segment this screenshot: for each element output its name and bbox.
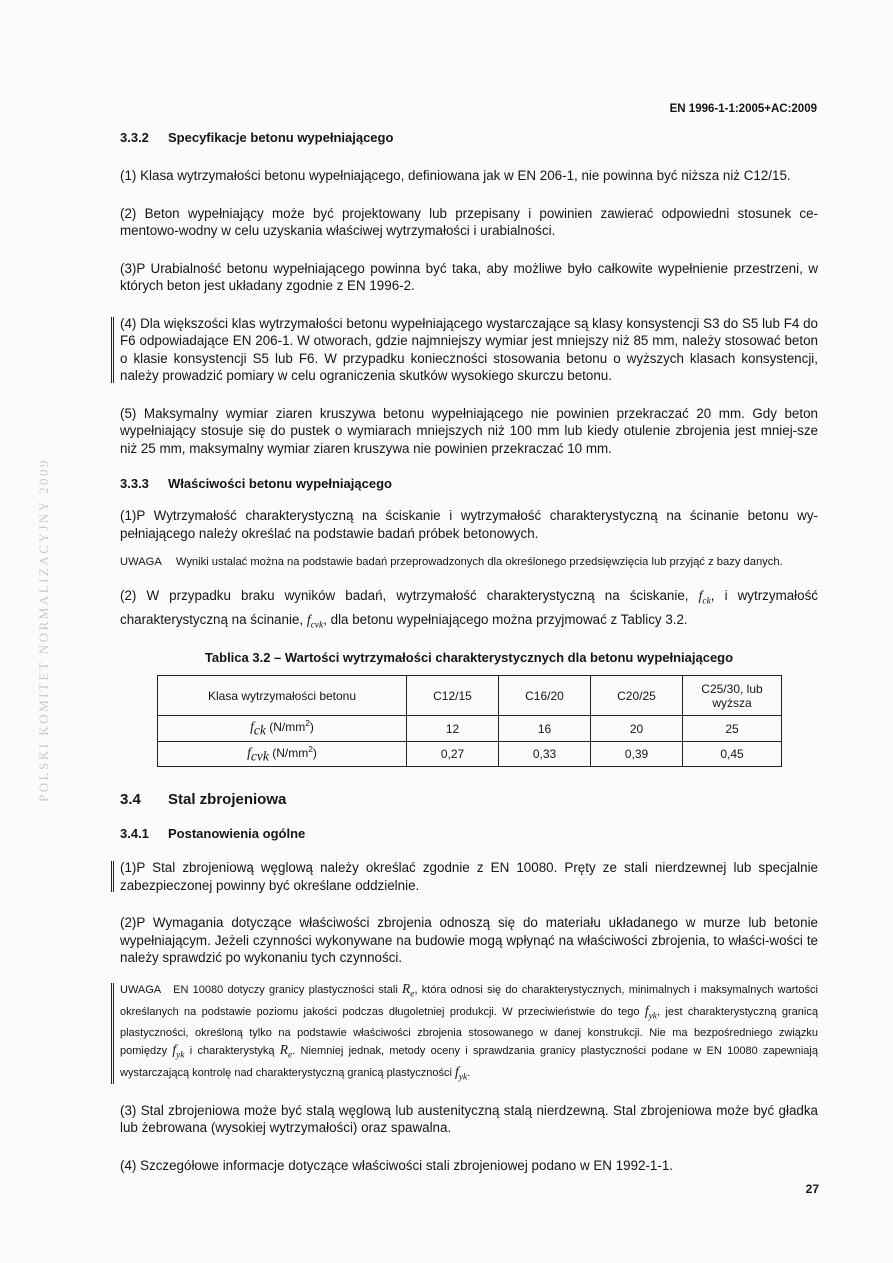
section-title: Właściwości betonu wypełniającego — [168, 476, 392, 491]
table-caption: Tablica 3.2 – Wartości wytrzymałości charakterystycznych dla betonu wypełniającego — [204, 650, 734, 666]
table-class-cell: C25/30, lub wyższa — [683, 676, 782, 716]
paragraph-3-3-2-4: (4) Dla większości klas wytrzymałości betonu wypełniającego wystarczające są klasy konsystencji S3 do S5 lub F4 do F6 odpowiadające EN 206-1. W otworach, gdzie najmniejszy wymiar jest mniejszy niż 85 mm, należy stosować beton o klasie konsystencji S5 lub F6. W przypadku konieczności stosowania betonu o wyższych klasach konsystencji, należy prowadzić pomiary w celu ograniczenia skutków wysokiego skurczu betonu. — [120, 315, 818, 383]
symbol-fck: $f_{ck}$ — [698, 588, 711, 607]
text-run: . Niemniej jednak, metody oceny i sprawdzania granicy plastyczności podane w EN 10080 zapewniają wystarczającą kontrolę nad charakterystyczną granicą plastyczności — [120, 1044, 818, 1079]
table-header-label: Klasa wytrzymałości betonu — [158, 676, 407, 716]
strength-table — [157, 675, 782, 767]
note-label: UWAGA — [120, 556, 162, 568]
text-run: EN 10080 dotyczy granicy plastyczności stali — [173, 983, 398, 996]
section-title: Stal zbrojeniowa — [168, 791, 287, 809]
section-number: 3.4.1 — [120, 826, 149, 842]
page-content — [120, 130, 818, 1174]
symbol-fyk: $f_{yk}$ — [172, 1041, 185, 1061]
section-3-4-heading — [120, 791, 818, 808]
watermark: POLSKI KOMITET NORMALIZACYJNY 2009 — [36, 458, 51, 802]
table-cell: 20 — [591, 716, 683, 741]
page-number: 27 — [805, 1182, 819, 1196]
paragraph-3-3-3-2 — [120, 587, 818, 635]
paragraph-3-3-2-1: (1) Klasa wytrzymałości betonu wypełniającego, definiowana jak w EN 206-1, nie powinna być niższa niż C12/15. — [120, 168, 791, 183]
section-3-3-2-heading — [120, 130, 818, 145]
table-class-cell: C12/15 — [407, 676, 499, 716]
table-class-cell: C16/20 — [499, 676, 591, 716]
text-run: , dla betonu wypełniającego można przyjmować z Tablicy 3.2. — [323, 612, 688, 628]
table-row — [158, 741, 782, 766]
text-run: , i wytrzymałość charakterystyczną na ścinanie, — [120, 588, 818, 628]
table-cell: 12 — [407, 716, 499, 741]
standard-header: EN 1996-1-1:2005+AC:2009 — [669, 103, 817, 115]
paragraph-3-3-2-3: (3)P Urabialność betonu wypełniającego powinna być taka, aby możliwe było całkowite wypełnienie przestrzeni, w których beton jest układany zgodnie z EN 1996-2. — [120, 260, 818, 293]
note-label: UWAGA — [120, 983, 162, 996]
text-run: (2) W przypadku braku wyników badań, wytrzymałość charakterystyczną na ściskanie, — [120, 588, 689, 603]
paragraph-3-3-2-5: (5) Maksymalny wymiar ziaren kruszywa betonu wypełniającego nie powinien przekraczać 20 mm. Gdy beton wypełniający stosuje się do pustek o wymiarach mniejszych niż 100 mm lub kiedy otulenie zbrojenia jest mniej-sze niż 25 mm, maksymalny wymiar ziaren kruszywa nie powinien przekraczać 10 mm. — [120, 405, 818, 456]
symbol-fcvk: $f_{cvk}$ — [306, 612, 324, 631]
symbol-fyk: $f_{yk}$ — [644, 1002, 657, 1022]
paragraph-3-4-1-4: (4) Szczegółowe informacje dotyczące właściwości stali zbrojeniowej podano w EN 1992-1-1. — [120, 1157, 673, 1173]
section-number: 3.4 — [120, 791, 141, 809]
paragraph-3-4-1-3: (3) Stal zbrojeniowa może być stalą węglową lub austenityczną stalą nierdzewną. Stal zbrojeniowa może być gładka lub żebrowana (wysokiej wytrzymałości) oraz spawalna. — [120, 1102, 818, 1136]
table-header-row — [158, 676, 782, 716]
note-text: Wyniki ustalać można na podstawie badań przeprowadzonych dla określonego przedsięwzięcia lub przyjąć z bazy danych. — [175, 556, 783, 568]
table-class-cell: C20/25 — [591, 676, 683, 716]
table-cell: 0,39 — [591, 741, 683, 766]
section-3-4-1-heading — [120, 826, 818, 841]
section-title: Postanowienia ogólne — [168, 826, 306, 842]
table-row — [158, 716, 782, 741]
table-cell: 0,33 — [499, 741, 591, 766]
note-3-3-3 — [120, 554, 818, 571]
note-3-4-1 — [120, 981, 818, 1086]
paragraph-3-3-2-2: (2) Beton wypełniający może być projektowany lub przepisany i powinien zawierać odpowiedni stosunek ce-mentowo-wodny w celu uzyskania właściwej wytrzymałości i urabialności. — [120, 205, 818, 238]
table-cell: 25 — [683, 716, 782, 741]
text-run: i charakterystyką — [189, 1044, 275, 1057]
paragraph-3-3-3-1: (1)P Wytrzymałość charakterystyczną na ściskanie i wytrzymałość charakterystyczną na ścinanie betonu wy-pełniającego należy określać na podstawie badań próbek betonowych. — [120, 508, 818, 541]
table-cell: 16 — [499, 716, 591, 741]
table-cell: 0,45 — [683, 741, 782, 766]
section-number: 3.3.3 — [120, 476, 149, 491]
symbol-re: $R_e$ — [402, 980, 415, 1000]
paragraph-3-4-1-1: (1)P Stal zbrojeniową węglową należy określać zgodnie z EN 10080. Pręty ze stali nierdzewnej lub specjalnie zabezpieczonej powinny być określane oddzielnie. — [120, 860, 818, 893]
text-run: , która odnosi się do charakterystycznych, minimalnych i maksymalnych wartości określanych na podstawie poziomu jakości podczas długoletniej produkcji. W przeciwieństwie do tego — [120, 983, 818, 1018]
section-number: 3.3.2 — [120, 130, 149, 145]
text-run: . — [467, 1066, 471, 1079]
table-cell: 0,27 — [407, 741, 499, 766]
text-run: , jest charakterystyczną granicą plastyczności, określoną tylko na podstawie właściwości zbrojenia stosowanego w danej konstrukcji. Nie ma bezpośredniego związku pomiędzy — [120, 1005, 818, 1057]
symbol-fyk: $f_{yk}$ — [455, 1063, 468, 1083]
section-3-3-3-heading — [120, 476, 818, 491]
section-title: Specyfikacje betonu wypełniającego — [168, 130, 394, 145]
table-row-label: $f_{ck}$ $(N/mm^2)$ — [158, 716, 407, 741]
symbol-re: $R_e$ — [279, 1041, 293, 1061]
paragraph-3-4-1-2: (2)P Wymagania dotyczące właściwości zbrojenia odnoszą się do materiału układanego w murze lub betonie wypełniającym. Jeżeli czynności wykonywane na budowie mogą wpłynąć na właściwości zbrojenia, to właści-wości te należy sprawdzić po wykonaniu tych czynności. — [120, 915, 818, 966]
table-row-label: $f_{cvk}$ $(N/mm^2)$ — [158, 741, 407, 766]
